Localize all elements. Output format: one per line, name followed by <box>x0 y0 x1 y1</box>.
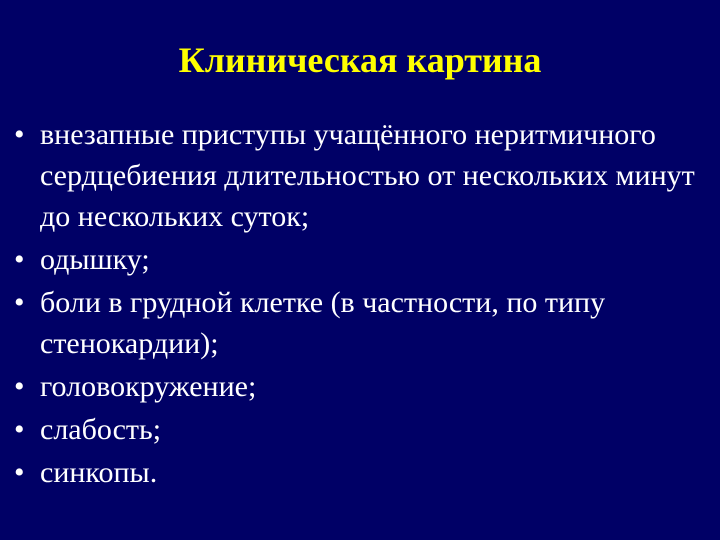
bullet-icon: • <box>14 413 25 446</box>
bullet-item-1 <box>14 114 704 237</box>
bullet-text: слабость; <box>40 413 162 446</box>
bullet-text: внезапные приступы учащённого неритмичного сердцебиения длительностью от нескольких минут до нескольких суток; <box>40 118 695 233</box>
bullet-text: боли в грудной клетке (в частности, по типу стенокардии); <box>40 286 606 360</box>
bullet-icon: • <box>14 243 25 276</box>
bullet-text: одышку; <box>40 243 150 276</box>
bullet-item-2 <box>14 239 704 280</box>
bullet-icon: • <box>14 456 25 489</box>
bullet-icon: • <box>14 370 25 403</box>
bullet-item-5 <box>14 409 704 450</box>
bullet-text: синкопы. <box>40 456 158 489</box>
page-number: 14 <box>666 504 680 518</box>
bullet-list <box>14 114 704 495</box>
slide-title: Клиническая картина <box>178 40 542 80</box>
bullet-icon: • <box>14 286 25 319</box>
bullet-item-3 <box>14 282 704 364</box>
bullet-item-6 <box>14 452 704 493</box>
bullet-item-4 <box>14 366 704 407</box>
bullet-icon: • <box>14 118 25 151</box>
bullet-text: головокружение; <box>40 370 257 403</box>
